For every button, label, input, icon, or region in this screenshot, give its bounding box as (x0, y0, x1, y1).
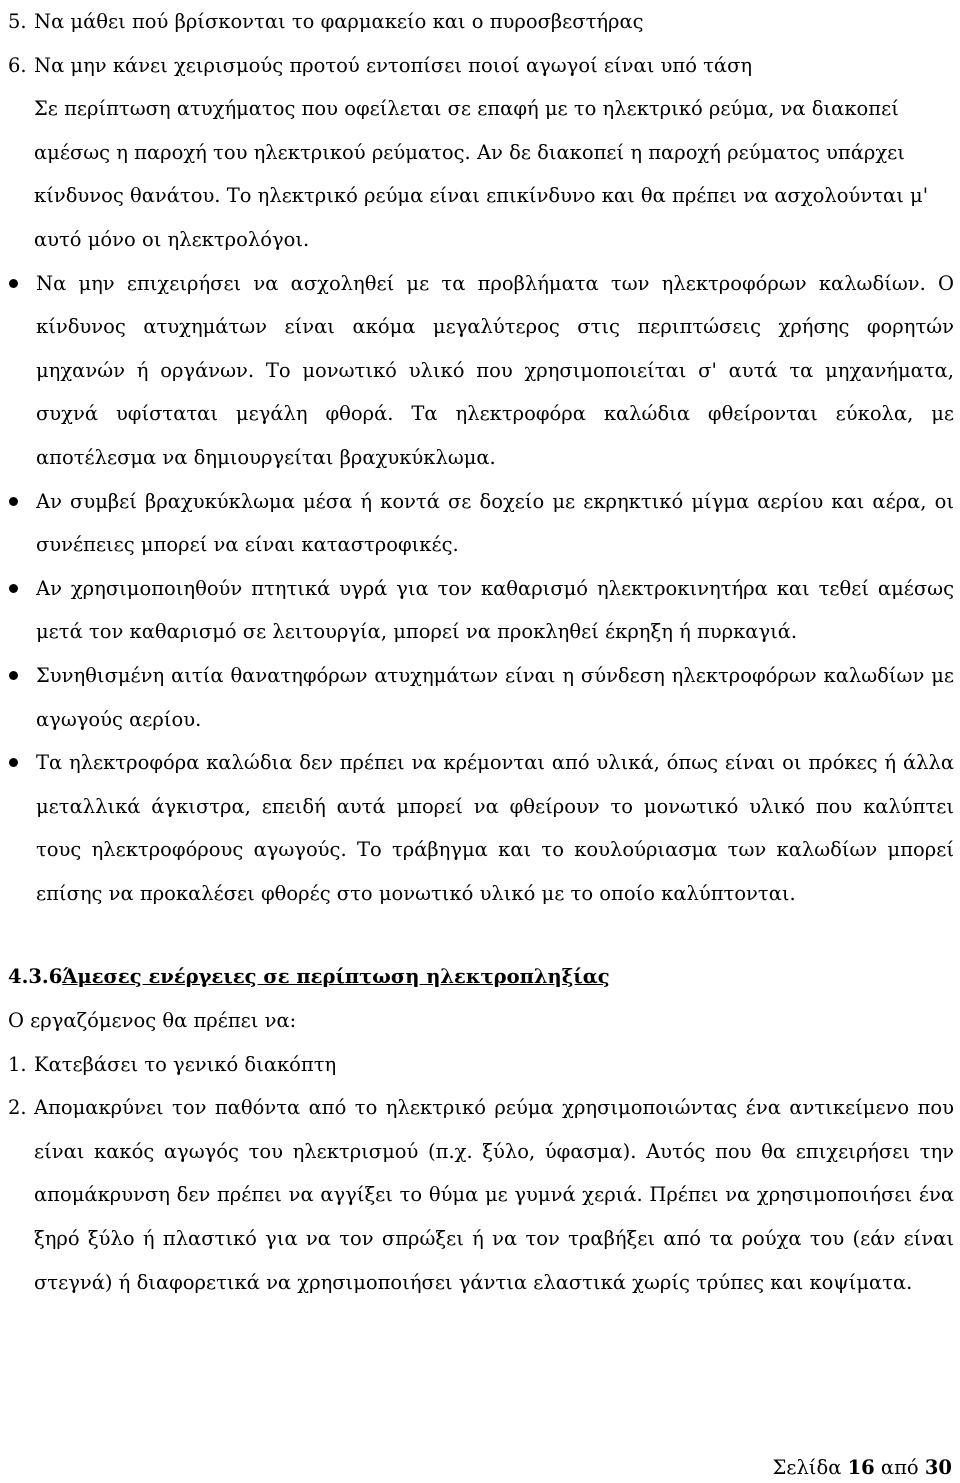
bullet-icon (8, 567, 36, 654)
section-title: Άμεσες ενέργειες σε περίπτωση ηλεκτροπληξίας (62, 965, 610, 989)
bullet-item (8, 567, 954, 654)
list-text: Να μάθει πού βρίσκονται το φαρμακείο και ο πυροσβεστήρας (34, 10, 644, 33)
bullet-item (8, 741, 954, 915)
step-text: Απομακρύνει τον παθόντα από το ηλεκτρικό ρεύμα χρησιμοποιώντας ένα αντικείμενο που είναι κακός αγωγός του ηλεκτρισμού (π.χ. ξύλο, ύφασμα). Αυτός που θα επιχειρήσει την απομάκρυνση δεν πρέπει να αγγίξει το θύμα με γυμνά χεριά. Πρέπει να χρησιμοποιήσει ένα ξηρό ξύλο ή πλαστικό για να τον σπρώξει ή να τον τραβήξει από τα ρούχα του (εάν είναι στεγνά) ή διαφορετικά να χρησιμοποιήσει γάντια ελαστικά χωρίς τρύπες και κοψίματα. (34, 1096, 954, 1294)
list-number: 6. (8, 53, 27, 77)
footer-label: Σελίδα (772, 1456, 842, 1479)
list-item (8, 44, 954, 88)
bullet-text: Τα ηλεκτροφόρα καλώδια δεν πρέπει να κρέμονται από υλικά, όπως είναι οι πρόκες ή άλλα μεταλλικά άγκιστρα, επειδή αυτά μπορεί να φθείρουν το μονωτικό υλικό που καλύπτει τους ηλεκτροφόρους αγωγούς. Το τράβηγμα και το κουλούριασμα των καλωδίων μπορεί επίσης να προκαλέσει φθορές στο μονωτικό υλικό με το οποίο καλύπτονται. (36, 751, 954, 905)
section-heading (8, 955, 954, 999)
step-text: Κατεβάσει το γενικό διακόπτη (34, 1052, 337, 1076)
bullet-icon (8, 741, 36, 915)
step-item (8, 1086, 954, 1304)
bullet-item (8, 262, 954, 480)
bullet-icon (8, 654, 36, 741)
bullet-text: Να μην επιχειρήσει να ασχοληθεί με τα προβλήματα των ηλεκτροφόρων καλωδίων. Ο κίνδυνος ατυχημάτων είναι ακόμα μεγαλύτερος στις περιπτώσεις χρήσης φορητών μηχανών ή οργάνων. Το μονωτικό υλικό που χρησιμοποιείται σ' αυτά τα μηχανήματα, συχνά υφίσταται μεγάλη φθορά. Τα ηλεκτροφόρα καλώδια φθείρονται εύκολα, με αποτέλεσμα να δημιουργείται βραχυκύκλωμα. (36, 271, 954, 469)
bullet-icon (8, 262, 36, 480)
list-number: 5. (8, 10, 27, 33)
bullet-text: Αν χρησιμοποιηθούν πτητικά υγρά για τον καθαρισμό ηλεκτροκινητήρα και τεθεί αμέσως μετά τον καθαρισμό σε λειτουργία, μπορεί να προκληθεί έκρηξη ή πυρκαγιά. (36, 576, 954, 644)
bullet-text: Αν συμβεί βραχυκύκλωμα μέσα ή κοντά σε δοχείο με εκρηκτικό μίγμα αερίου και αέρα, οι συνέπειες μπορεί να είναι καταστροφικές. (36, 489, 954, 557)
footer-total-pages: 30 (924, 1456, 952, 1479)
section-number: 4.3.6 (8, 965, 63, 989)
bullet-item (8, 480, 954, 567)
footer-separator: από (880, 1456, 919, 1479)
step-item (8, 1043, 954, 1087)
step-number: 2. (8, 1096, 27, 1120)
bullet-text: Συνηθισμένη αιτία θανατηφόρων ατυχημάτων είναι η σύνδεση ηλεκτροφόρων καλωδίων με αγωγούς αερίου. (36, 663, 954, 731)
document-page (8, 0, 954, 1304)
intro-paragraph: Σε περίπτωση ατυχήματος που οφείλεται σε επαφή με το ηλεκτρικό ρεύμα, να διακοπεί αμέσως η παροχή του ηλεκτρικού ρεύματος. Αν δε διακοπεί η παροχή ρεύματος υπάρχει κίνδυνος θανάτου. Το ηλεκτρικό ρεύμα είναι επικίνδυνο και θα πρέπει να ασχολούνται μ' αυτό μόνο οι ηλεκτρολόγοι. (34, 97, 929, 251)
footer-current-page: 16 (847, 1456, 875, 1479)
page-footer (773, 1456, 952, 1479)
section-lead: Ο εργαζόμενος θα πρέπει να: (8, 1009, 297, 1033)
bullet-icon (8, 480, 36, 567)
step-number: 1. (8, 1052, 27, 1076)
list-text: Να μην κάνει χειρισμούς προτού εντοπίσει ποιοί αγωγοί είναι υπό τάση (34, 53, 753, 77)
bullet-item (8, 654, 954, 741)
list-item (8, 0, 954, 44)
